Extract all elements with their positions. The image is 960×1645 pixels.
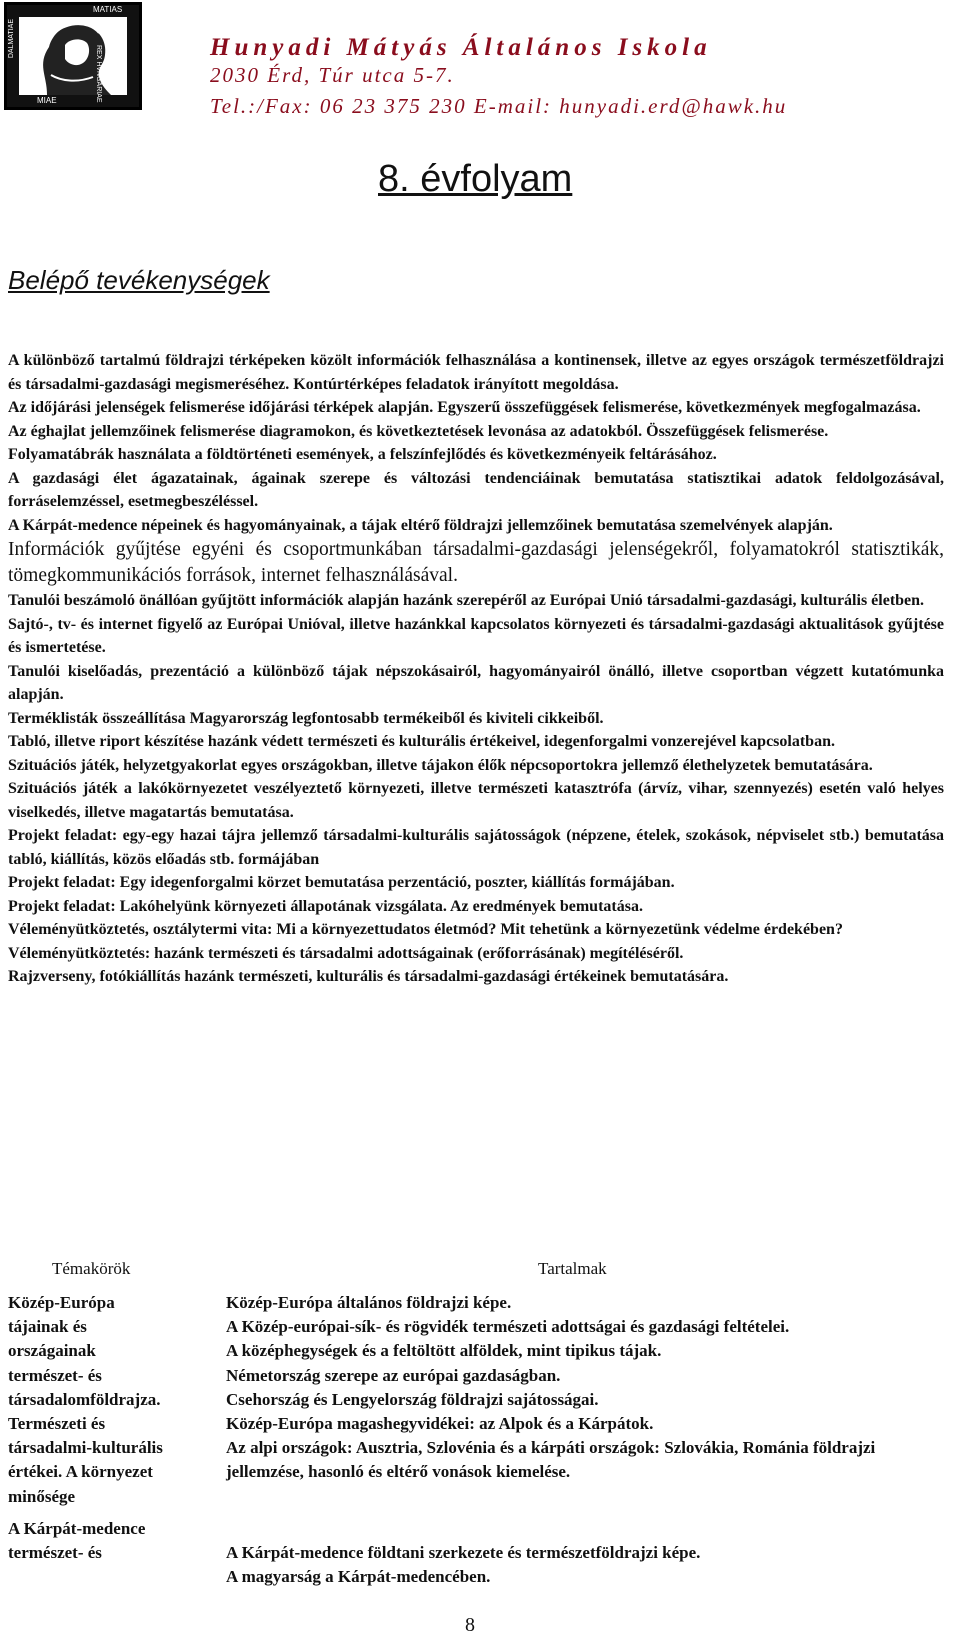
logo-text-bottom: MIAE — [37, 96, 57, 105]
paragraph: Rajzverseny, fotókiállítás hazánk természeti, kulturális és társadalmi-gazdasági értékeinek bemutatására. — [8, 968, 729, 985]
topic-line: társadalmi-kulturális — [8, 1438, 163, 1458]
paragraph: Tanulói beszámoló önállóan gyűjtött információk alapján hazánk szerepéről az Európai Unió társadalmi-gazdasági, kulturális életben. — [8, 592, 925, 609]
paragraph: Szituációs játék, helyzetgyakorlat egyes országokban, illetve tájakon élők népcsoportokra jellemző élethelyzetek bemutatására. — [8, 756, 873, 774]
paragraph: Az időjárási jelenségek felismerése időjárási térképek alapján. Egyszerű összefüggések felismerése, következmények megfogalmazása. — [8, 399, 921, 416]
paragraph: A gazdasági élet ágazatainak, ágainak szerepe és változási tendenciáinak bemutatása statisztikai adatok feldolgozásával, forráselemzéssel, esetmegbeszéléssel. — [8, 469, 944, 510]
topics-column — [8, 1291, 208, 1565]
section-title: Belépő tevékenységek — [8, 265, 270, 295]
content-item: Közép-Európa általános földrajzi képe. — [226, 1293, 512, 1312]
paragraph: Projekt feladat: Lakóhelyünk környezeti állapotának vizsgálata. Az eredmények bemutatása. — [8, 897, 643, 915]
logo-text-top: MATIAS — [93, 5, 123, 14]
topic-line: A Kárpát-medence — [8, 1518, 146, 1538]
paragraph: Sajtó-, tv- és internet figyelő az Európai Unióval, illetve hazánkkal kapcsolatos környezeti és társadalmi-gazdasági aktualitások gyűjtése és ismertetése. — [8, 615, 944, 656]
school-contact: Tel.:/Fax: 06 23 375 230 E-mail: hunyadi.erd@hawk.hu — [210, 94, 788, 118]
paragraph: Véleményütköztetés, osztálytermi vita: Mi a környezettudatos életmód? Mit tehetünk a környezetünk védelme érdekében? — [8, 921, 843, 938]
topic-line: tájainak és — [8, 1317, 87, 1337]
content-item: A Közép-európai-sík- és rögvidék természeti adottságai és gazdasági feltételei. — [226, 1317, 790, 1337]
content-item: A Kárpát-medence földtani szerkezete és természetföldrajzi képe. — [226, 1542, 701, 1562]
topic-line: társadalomföldrajza. — [8, 1389, 161, 1409]
content-item: Az alpi országok: Ausztria, Szlovénia és a kárpáti országok: Szlovákia, Románia földrajzi jellemzése, hasonló és eltérő vonások kiemelése. — [226, 1438, 876, 1482]
paragraph: Szituációs játék a lakókörnyezetet veszélyeztető környezeti, illetve természeti katasztrófa (árvíz, vihar, szennyezés) esetén való helyes viselkedés, illetve magatartás bemutatása. — [8, 780, 944, 821]
topic-line: Természeti és — [8, 1414, 106, 1434]
topic-line: minősége — [8, 1486, 76, 1506]
page-title: 8. évfolyam — [378, 158, 573, 200]
table-header-topics: Témakörök — [52, 1259, 131, 1278]
paragraph: A Kárpát-medence népeinek és hagyományainak, a tájak eltérő földrajzi jellemzőinek bemutatása szemelvények alapján. — [8, 516, 833, 534]
topic-line: Közép-Európa — [8, 1293, 115, 1312]
paragraph: Projekt feladat: Egy idegenforgalmi körzet bemutatása perzentáció, poszter, kiállítás formájában. — [8, 874, 675, 891]
paragraph: Folyamatábrák használata a földtörténeti események, a felszínfejlődés és következményeik feltárásához. — [8, 446, 717, 463]
activities-list — [8, 349, 944, 989]
table-header-contents: Tartalmak — [538, 1259, 607, 1278]
logo-text-right: REX HVNGARIAE — [95, 45, 102, 103]
paragraph: Információk gyűjtése egyéni és csoportmunkában társadalmi-gazdasági jelenségekről, folyamatokról statisztikák, tömegkommunikációs források, internet felhasználásával. — [8, 539, 944, 586]
content-item: Csehország és Lengyelország földrajzi sajátosságai. — [226, 1389, 599, 1409]
paragraph: Véleményütköztetés: hazánk természeti és társadalmi adottságainak (erőforrásának) megítéléséről. — [8, 944, 684, 962]
paragraph: Terméklisták összeállítása Magyarország legfontosabb termékeiből és kiviteli cikkeiből. — [8, 709, 604, 727]
content-item: Közép-Európa magashegyvidékei: az Alpok és a Kárpátok. — [226, 1414, 654, 1434]
content-item: A magyarság a Kárpát-medencében. — [226, 1566, 491, 1586]
paragraph: Projekt feladat: egy-egy hazai tájra jellemző társadalmi-kulturális sajátosságok (népzene, ételek, szokások, népviselet stb.) bemutatása tabló, kiállítás, közös előadás stb. formájában — [8, 827, 944, 868]
logo-text-left: DALMATIAE — [8, 19, 15, 59]
school-logo — [4, 2, 142, 110]
topic-line: országainak — [8, 1341, 96, 1361]
page-number: 8 — [465, 1614, 475, 1636]
content-item: Németország szerepe az európai gazdaságban. — [226, 1365, 561, 1385]
school-address: 2030 Érd, Túr utca 5-7. — [210, 63, 455, 87]
paragraph: Tanulói kiselőadás, prezentáció a különböző tájak népszokásairól, hagyományairól önálló, illetve csoportban végzett kutatómunka alapján. — [8, 662, 944, 703]
school-name: Hunyadi Mátyás Általános Iskola — [210, 34, 712, 61]
topic-line: természet- és — [8, 1543, 102, 1563]
paragraph: Tabló, illetve riport készítése hazánk védett természeti és kulturális értékeivel, idegenforgalmi vonzerejével kapcsolatban. — [8, 733, 835, 750]
topic-line: értékei. A környezet — [8, 1462, 153, 1482]
paragraph: Az éghajlat jellemzőinek felismerése diagramokon, és következtetések levonása az adatokból. Összefüggések felismerése. — [8, 422, 829, 440]
coin-portrait-icon — [7, 5, 139, 107]
topic-line: természet- és — [8, 1365, 102, 1385]
paragraph: A különböző tartalmú földrajzi térképeken közölt információk felhasználása a kontinensek, illetve az egyes országok természetföldrajzi és társadalmi-gazdasági megismeréséhez. Kontúrtérképes feladatok irányított megoldása. — [8, 352, 944, 393]
content-item: A középhegységek és a feltöltött alföldek, mint tipikus tájak. — [226, 1341, 662, 1361]
contents-column — [226, 1291, 950, 1589]
